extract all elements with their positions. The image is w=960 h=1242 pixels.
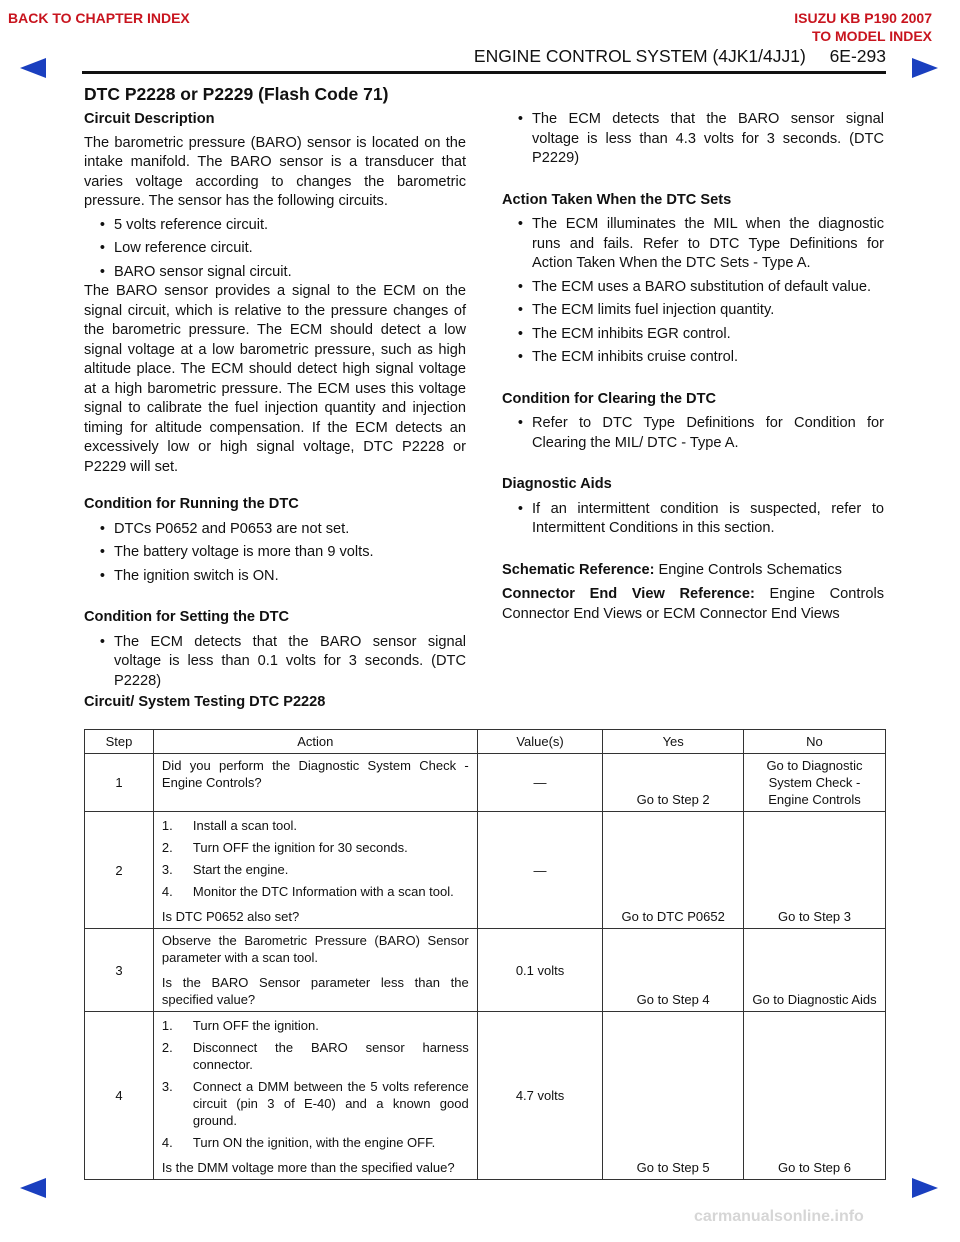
bullet-icon: •	[99, 263, 105, 280]
bullet-icon: •	[517, 111, 523, 127]
bullet-icon: •	[517, 500, 523, 517]
step-value: —	[477, 754, 603, 812]
header-title: ENGINE CONTROL SYSTEM (4JK1/4JJ1)	[473, 46, 806, 66]
list-item: • DTCs P0652 and P0653 are not set.	[84, 520, 466, 540]
bullet-icon: •	[99, 240, 105, 256]
next-page-arrow-icon[interactable]	[912, 58, 938, 78]
page-title: DTC P2228 or P2229 (Flash Code 71)	[84, 84, 389, 104]
to-model-index-link[interactable]: TO MODEL INDEX	[811, 28, 932, 44]
column-header-no: No	[743, 730, 885, 754]
step-no-link[interactable]: Go to Diagnostic System Check - Engine Controls	[743, 754, 885, 812]
previous-page-arrow-icon[interactable]	[20, 58, 46, 78]
action-question: Is the BARO Sensor parameter less than the specified value?	[161, 975, 469, 1007]
step-action	[153, 929, 477, 1012]
step-number: 3	[85, 929, 154, 1012]
left-column	[84, 110, 466, 695]
diagnostic-aids-heading: Diagnostic Aids	[502, 476, 612, 492]
table-row	[85, 929, 886, 1012]
action-taken-heading: Action Taken When the DTC Sets	[502, 191, 732, 208]
model-name-link[interactable]: ISUZU KB P190 2007	[794, 10, 932, 26]
action-question: Is the DMM voltage more than the specified value?	[161, 1160, 455, 1175]
action-item: 4. Turn ON the ignition, with the engine OFF.	[161, 1135, 436, 1150]
table-row	[85, 812, 886, 929]
step-number: 4	[85, 1012, 154, 1180]
list-item: • The battery voltage is more than 9 volts.	[84, 543, 466, 563]
diagnostic-aids-list	[502, 500, 884, 539]
step-yes-link[interactable]: Go to DTC P0652	[603, 812, 744, 929]
list-item: • BARO sensor signal circuit.	[84, 263, 466, 283]
list-item: • Low reference circuit.	[84, 239, 466, 259]
action-item: 2. Turn OFF the ignition for 30 seconds.	[161, 840, 408, 855]
connector-reference-label: Connector End View Reference:	[502, 586, 755, 602]
step-value: —	[477, 812, 603, 929]
next-page-arrow-icon[interactable]	[912, 1178, 938, 1198]
bullet-icon: •	[517, 216, 523, 232]
action-item: 4. Monitor the DTC Information with a scan tool.	[161, 884, 454, 899]
column-header-action: Action	[153, 730, 477, 754]
action-item: 2. Disconnect the BARO sensor harness connector.	[161, 1040, 469, 1072]
step-action	[153, 754, 477, 812]
column-header-step: Step	[85, 730, 154, 754]
circuit-description-text: The barometric pressure (BARO) sensor is located on the intake manifold. The BARO sensor is a transducer that varies voltage according to changes the barometric pressure. The sensor has the following circuits.	[84, 134, 466, 209]
header-rule	[82, 71, 886, 74]
clearing-conditions-list	[502, 414, 884, 453]
action-item: 3. Start the engine.	[161, 862, 289, 877]
back-to-chapter-index-link[interactable]: BACK TO CHAPTER INDEX	[8, 10, 190, 26]
bullet-icon: •	[99, 633, 105, 650]
list-item: • The ECM illuminates the MIL when the diagnostic runs and fails. Refer to DTC Type Definitions for Action Taken When the DTC Sets - Type A.	[502, 215, 884, 274]
watermark: carmanualsonline.info	[694, 1208, 864, 1225]
table-row	[85, 1012, 886, 1180]
list-item: • The ignition switch is ON.	[84, 567, 466, 587]
list-item: • If an intermittent condition is suspected, refer to Intermittent Conditions in this section.	[502, 500, 884, 539]
setting-conditions-heading: Condition for Setting the DTC	[84, 609, 290, 625]
step-no-link[interactable]: Go to Step 6	[743, 1012, 885, 1180]
action-question: Is DTC P0652 also set?	[161, 909, 300, 924]
step-action	[153, 1012, 477, 1180]
table-row	[85, 754, 886, 812]
circuit-description-heading: Circuit Description	[84, 111, 215, 127]
list-item: • The ECM inhibits EGR control.	[502, 325, 884, 345]
bullet-icon: •	[99, 567, 105, 584]
list-item: • 5 volts reference circuit.	[84, 216, 466, 236]
step-value: 0.1 volts	[477, 929, 603, 1012]
step-value: 4.7 volts	[477, 1012, 603, 1180]
action-text: Observe the Barometric Pressure (BARO) Sensor parameter with a scan tool.	[161, 933, 469, 965]
bullet-icon: •	[99, 544, 105, 560]
bullet-icon: •	[517, 302, 523, 318]
column-header-values: Value(s)	[477, 730, 603, 754]
step-yes-link[interactable]: Go to Step 4	[603, 929, 744, 1012]
page-header	[360, 46, 886, 67]
action-text: Did you perform the Diagnostic System Check - Engine Controls?	[161, 758, 469, 790]
bullet-icon: •	[517, 415, 523, 431]
schematic-reference-label: Schematic Reference:	[502, 561, 655, 578]
bullet-icon: •	[517, 278, 523, 295]
step-action	[153, 812, 477, 929]
running-conditions-list	[84, 520, 466, 587]
step-number: 1	[85, 754, 154, 812]
connector-reference	[502, 585, 884, 624]
list-item: • The ECM detects that the BARO sensor signal voltage is less than 4.3 volts for 3 seconds. (DTC P2229)	[502, 110, 884, 169]
column-header-yes: Yes	[603, 730, 744, 754]
table-header-row	[85, 730, 886, 754]
step-no-link[interactable]: Go to Diagnostic Aids	[743, 929, 885, 1012]
circuit-testing-heading: Circuit/ System Testing DTC P2228	[84, 694, 326, 710]
action-item: 3. Connect a DMM between the 5 volts reference circuit (pin 3 of E-40) and a known good ground.	[161, 1079, 469, 1128]
previous-page-arrow-icon[interactable]	[20, 1178, 46, 1198]
action-item: 1. Install a scan tool.	[161, 818, 297, 833]
schematic-reference-value: Engine Controls Schematics	[654, 561, 842, 578]
circuits-list	[84, 216, 466, 283]
step-yes-link[interactable]: Go to Step 2	[603, 754, 744, 812]
list-item: • The ECM detects that the BARO sensor signal voltage is less than 0.1 volts for 3 seconds. (DTC P2228)	[84, 633, 466, 692]
setting-conditions-list	[84, 633, 466, 692]
signal-description-text: The BARO sensor provides a signal to the ECM on the signal circuit, which is relative to the pressure changes of the barometric pressure. The ECM should detect a low signal voltage at a low barometric pressure, such as high altitude place. The ECM should detect high signal voltage at a high barometric pressure. The ECM uses this voltage signal to calibrate the fuel injection quantity and injection timing for altitude compensation. If the ECM detects an excessively low or high signal voltage, DTC P2228 or P2229 will set.	[84, 283, 466, 475]
setting-conditions-list-continued	[502, 110, 884, 169]
list-item: • The ECM inhibits cruise control.	[502, 348, 884, 368]
connector-reference-value: Engine Controls Connector End Views or ECM Connector End Views	[502, 586, 884, 622]
running-conditions-heading: Condition for Running the DTC	[84, 496, 299, 512]
page-number: 6E-293	[829, 46, 886, 66]
action-item: 1. Turn OFF the ignition.	[161, 1018, 319, 1033]
step-yes-link[interactable]: Go to Step 5	[603, 1012, 744, 1180]
bullet-icon: •	[517, 349, 523, 365]
list-item: • The ECM uses a BARO substitution of default value.	[502, 278, 884, 298]
right-column	[502, 110, 884, 624]
list-item: • Refer to DTC Type Definitions for Condition for Clearing the MIL/ DTC - Type A.	[502, 414, 884, 453]
schematic-reference	[502, 561, 884, 581]
list-item: • The ECM limits fuel injection quantity.	[502, 301, 884, 321]
step-no-link[interactable]: Go to Step 3	[743, 812, 885, 929]
step-number: 2	[85, 812, 154, 929]
bullet-icon: •	[99, 216, 105, 233]
bullet-icon: •	[517, 325, 523, 342]
clearing-conditions-heading: Condition for Clearing the DTC	[502, 390, 717, 407]
bullet-icon: •	[99, 520, 105, 537]
diagnostic-steps-table	[84, 729, 886, 1180]
action-taken-list	[502, 215, 884, 368]
